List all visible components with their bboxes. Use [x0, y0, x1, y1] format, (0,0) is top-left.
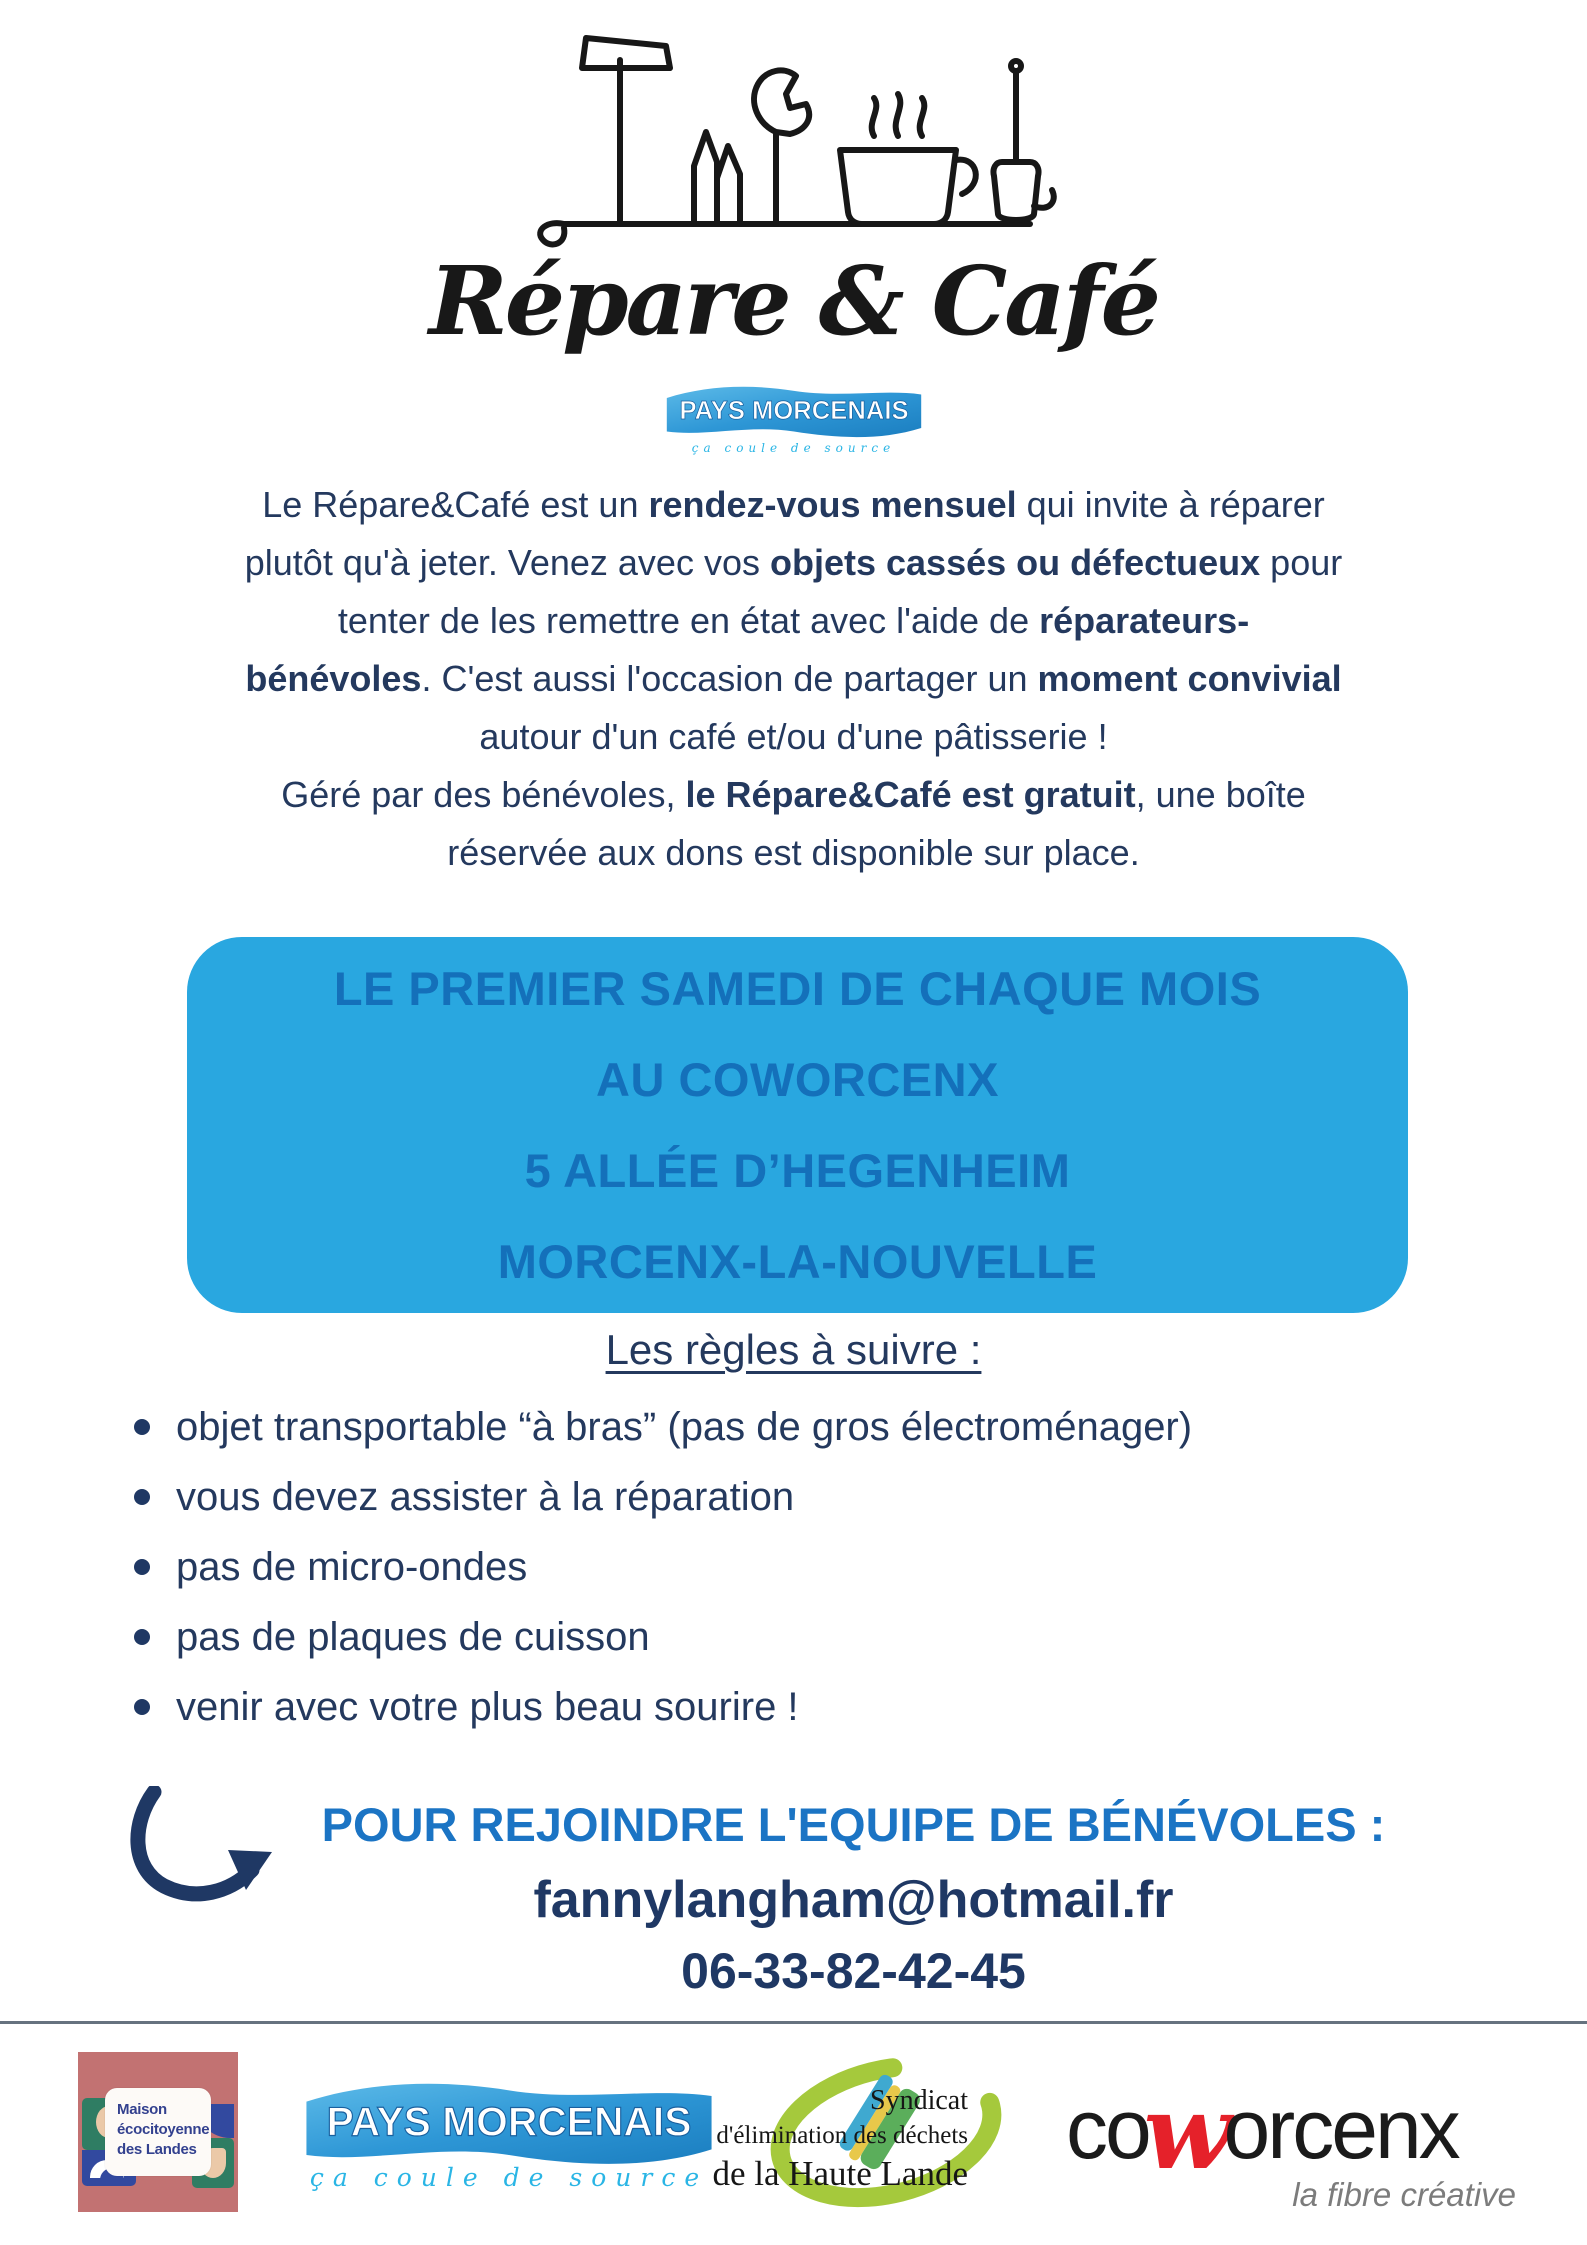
intro-bold-text: moment convivial [1037, 658, 1342, 699]
maison-label-line: des Landes [117, 2141, 197, 2158]
event-line: LE PREMIER SAMEDI DE CHAQUE MOIS [333, 962, 1262, 1015]
intro-text: Géré par des bénévoles, [281, 774, 686, 815]
intro-line [44, 476, 1544, 534]
intro-bold-text: réparateurs- [1039, 600, 1250, 641]
intro-line [44, 650, 1544, 708]
intro-bold-text: objets cassés ou défectueux [769, 542, 1261, 583]
event-info-box [187, 937, 1408, 1313]
intro-bold-text: rendez-vous mensuel [648, 484, 1017, 525]
intro-text: réservée aux dons est disponible sur place. [447, 832, 1140, 873]
event-line: AU COWORCENX [596, 1053, 999, 1106]
contact-block [0, 1796, 1587, 2000]
event-line: MORCENX-LA-NOUVELLE [497, 1235, 1098, 1288]
intro-line [44, 766, 1544, 824]
intro-text: autour d'un café et/ou d'une pâtisserie ! [479, 716, 1108, 757]
footer-divider [0, 2021, 1587, 2024]
syndicat-haute-lande-logo [712, 2056, 1018, 2214]
coworcenx-prefix: co [1066, 2082, 1149, 2176]
intro-line [44, 708, 1544, 766]
intro-line [44, 592, 1544, 650]
intro-text: , une boîte [1135, 774, 1306, 815]
rules-heading: Les règles à suivre : [605, 1326, 982, 1373]
rule-item: objet transportable “à bras” (pas de gros électroménager) [126, 1392, 1526, 1462]
coworcenx-tagline: la fibre créative [1292, 2176, 1516, 2213]
syndicat-line: Syndicat [870, 2085, 968, 2116]
intro-line [44, 824, 1544, 882]
syndicat-text [712, 2084, 968, 2194]
maison-ecocitoyenne-logo [78, 2052, 238, 2212]
syndicat-line: d'élimination des déchets [716, 2122, 968, 2149]
intro-line [44, 534, 1544, 592]
maison-label-card [105, 2088, 211, 2176]
rule-item: pas de plaques de cuisson [126, 1602, 1526, 1672]
intro-text: plutôt qu'à jeter. Venez avec vos [244, 542, 770, 583]
pays-morcenais-logo [298, 2076, 720, 2192]
event-line: 5 ALLÉE D’HEGENHEIM [524, 1144, 1071, 1197]
maison-label-line: Maison [117, 2101, 167, 2118]
badge-name: PAYS MORCENAIS [678, 397, 909, 426]
footer-pays-name: PAYS MORCENAIS [326, 2098, 692, 2145]
coworcenx-wordmark [1066, 2073, 1526, 2193]
intro-text: tenter de les remettre en état avec l'aide de [337, 600, 1040, 641]
intro-text: qui invite à réparer [1016, 484, 1325, 525]
intro-bold-text: bénévoles [245, 658, 422, 699]
rule-item: venir avec votre plus beau sourire ! [126, 1672, 1526, 1742]
intro-text: pour [1260, 542, 1343, 583]
badge-tagline: ça coule de source [691, 441, 896, 455]
page-title: Répare & Café [428, 246, 1159, 357]
coworcenx-logo [1066, 2073, 1526, 2214]
coworcenx-suffix: orcenx [1223, 2082, 1458, 2176]
volunteer-headline: POUR REJOINDRE L'EQUIPE DE BÉNÉVOLES : [321, 1798, 1386, 1851]
intro-bold-text: le Répare&Café est gratuit [685, 774, 1136, 815]
pays-morcenais-badge [661, 382, 926, 455]
coworcenx-red-w: w [1143, 2073, 1229, 2193]
tools-line-art-icon [524, 10, 1064, 250]
intro-paragraph [44, 476, 1544, 882]
footer-pays-tagline: ça coule de source [309, 2163, 709, 2192]
wave-banner-icon [661, 382, 926, 444]
rules-list [126, 1392, 1526, 1742]
rule-item: vous devez assister à la réparation [126, 1462, 1526, 1532]
intro-text: . C'est aussi l'occasion de partager un [421, 658, 1038, 699]
wave-banner-icon [298, 2076, 720, 2175]
intro-text: Le Répare&Café est un [262, 484, 649, 525]
contact-phone: 06-33-82-42-45 [681, 1943, 1026, 1999]
rule-item: pas de micro-ondes [126, 1532, 1526, 1602]
syndicat-line: de la Haute Lande [712, 2154, 968, 2193]
contact-email: fannylangham@hotmail.fr [533, 1871, 1174, 1929]
maison-label-line: écocitoyenne [117, 2121, 210, 2138]
